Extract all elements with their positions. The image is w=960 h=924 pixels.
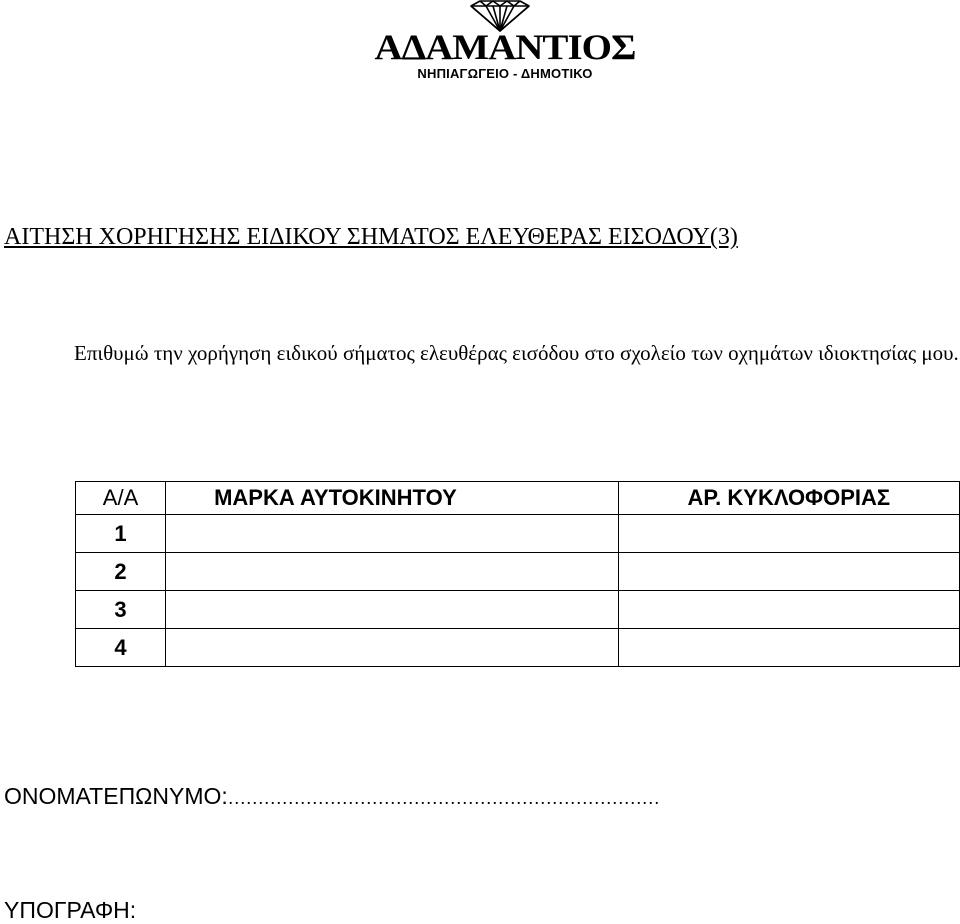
name-dotted-line[interactable]: ………………………………………………………………	[227, 788, 660, 808]
plate-cell[interactable]	[618, 515, 959, 553]
header-brand: ΜΑΡΚΑ ΑΥΤΟΚΙΝΗΤΟΥ	[166, 482, 618, 515]
request-paragraph: Επιθυμώ την χορήγηση ειδικού σήματος ελευθέρας εισόδου στο σχολείο των οχημάτων ιδιοκτησίας μου.	[74, 341, 959, 365]
plate-cell[interactable]	[618, 553, 959, 591]
header-plate: ΑΡ. ΚΥΚΛΟΦΟΡΙΑΣ	[618, 482, 959, 515]
brand-cell[interactable]	[166, 629, 618, 667]
signature-field	[4, 896, 136, 924]
logo-subtitle: ΝΗΠΙΑΓΩΓΕΙΟ - ΔΗΜΟΤΙΚΟ	[417, 66, 593, 81]
name-label: ΟΝΟΜΑΤΕΠΩΝΥΜΟ:	[4, 783, 228, 809]
header-aa: Α/Α	[76, 482, 166, 515]
school-logo	[368, 0, 642, 84]
table-row	[76, 629, 960, 667]
name-field	[4, 782, 660, 812]
brand-cell[interactable]	[166, 515, 618, 553]
signature-label: ΥΠΟΓΡΑΦΗ:	[4, 897, 137, 923]
plate-cell[interactable]	[618, 629, 959, 667]
row-number: 2	[76, 553, 166, 591]
table-row	[76, 515, 960, 553]
plate-cell[interactable]	[618, 591, 959, 629]
vehicles-table	[75, 481, 960, 667]
row-number: 1	[76, 515, 166, 553]
table-header-row	[76, 482, 960, 515]
table-row	[76, 553, 960, 591]
table-row	[76, 591, 960, 629]
row-number: 4	[76, 629, 166, 667]
brand-cell[interactable]	[166, 591, 618, 629]
row-number: 3	[76, 591, 166, 629]
logo-name: ΑΔΑΜΑΝΤΙΟΣ	[374, 27, 636, 68]
brand-cell[interactable]	[166, 553, 618, 591]
document-title: ΑΙΤΗΣΗ ΧΟΡΗΓΗΣΗΣ ΕΙΔΙΚΟΥ ΣΗΜΑΤΟΣ ΕΛΕΥΘΕΡΑΣ ΕΙΣΟΔΟΥ(3)	[4, 224, 738, 250]
